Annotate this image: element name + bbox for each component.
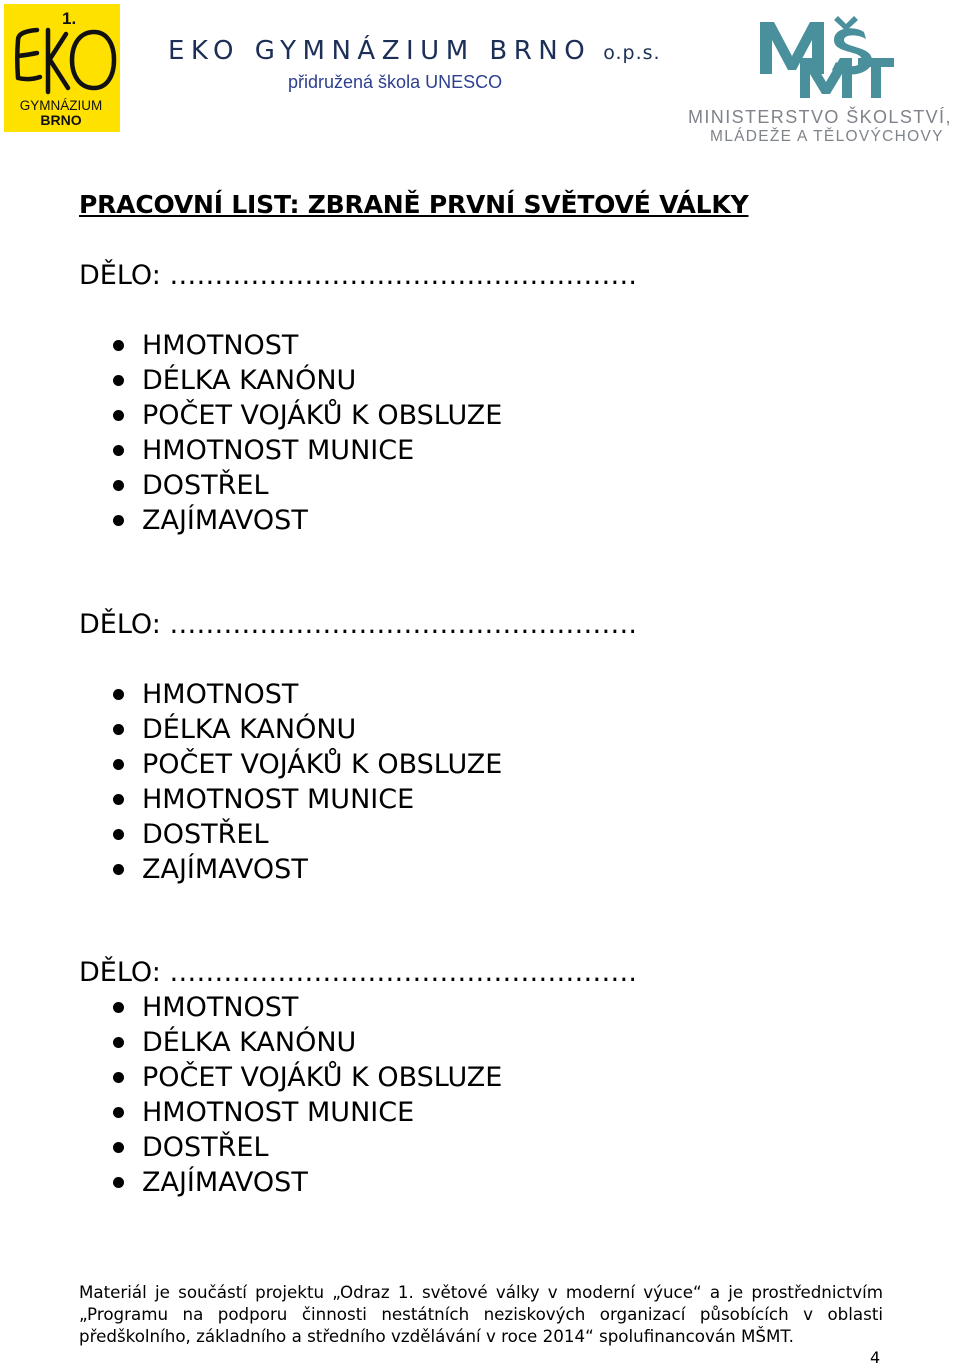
list-item [79,677,637,712]
project-footer [79,1281,883,1347]
list-item-label: POČET VOJÁKŮ K OBSLUZE [142,400,503,431]
list-item [79,363,637,398]
msmt-logo [688,8,956,148]
page-number: 4 [870,1348,881,1367]
msmt-name-line1: MINISTERSTVO ŠKOLSTVÍ, [688,107,952,127]
list-item-label: DÉLKA KANÓNU [142,365,357,396]
cannon-section-3 [79,955,637,1200]
list-item-label: POČET VOJÁKŮ K OBSLUZE [142,1062,503,1093]
cannon-property-list [79,677,637,887]
bullet-icon [113,340,124,351]
logo-number: 1. [62,9,77,28]
cannon-property-list [79,328,637,538]
cannon-section-2 [79,607,637,887]
bullet-icon [113,759,124,770]
list-item [79,747,637,782]
school-name-text: EKO GYMNÁZIUM BRNO [168,36,592,66]
list-item-label: ZAJÍMAVOST [142,505,308,536]
footer-line-1: Materiál je součástí projektu „Odraz 1. světové války v moderní výuce“ a je prostřednictvím [79,1282,883,1302]
cannon-heading: DĚLO: ……………………………………………. [79,260,637,291]
list-item-label: DOSTŘEL [142,470,269,501]
list-item-label: DOSTŘEL [142,819,269,850]
list-item-label: POČET VOJÁKŮ K OBSLUZE [142,749,503,780]
school-name [168,36,661,66]
list-item [79,328,637,363]
bullet-icon [113,375,124,386]
list-item-label: DÉLKA KANÓNU [142,1027,357,1058]
school-subtitle: přidružená škola UNESCO [288,72,503,92]
eko-logo-graphic [4,4,120,132]
list-item [79,433,637,468]
msmt-name-line2: MLÁDEŽE A TĚLOVÝCHOVY [710,128,944,145]
list-item [79,852,637,887]
bullet-icon [113,480,124,491]
list-item-label: DÉLKA KANÓNU [142,714,357,745]
bullet-icon [113,724,124,735]
list-item-label: ZAJÍMAVOST [142,1167,308,1198]
list-item [79,1095,637,1130]
list-item [79,1025,637,1060]
bullet-icon [113,794,124,805]
bullet-icon [113,1142,124,1153]
bullet-icon [113,1002,124,1013]
bullet-icon [113,864,124,875]
list-item-label: DOSTŘEL [142,1132,269,1163]
school-legal-form: o.p.s. [603,42,661,64]
list-item-label: HMOTNOST [142,992,299,1023]
list-item-label: ZAJÍMAVOST [142,854,308,885]
list-item [79,398,637,433]
bullet-icon [113,445,124,456]
list-item [79,468,637,503]
msmt-monogram [760,16,894,98]
bullet-icon [113,515,124,526]
bullet-icon [113,1107,124,1118]
bullet-icon [113,1072,124,1083]
list-item [79,712,637,747]
bullet-icon [113,829,124,840]
bullet-icon [113,1177,124,1188]
list-item-label: HMOTNOST [142,330,299,361]
cannon-heading: DĚLO: ……………………………………………. [79,609,637,640]
list-item [79,503,637,538]
cannon-property-list [79,990,637,1200]
list-item-label: HMOTNOST [142,679,299,710]
list-item [79,990,637,1025]
logo-line2: BRNO [40,112,82,128]
cannon-section-1 [79,258,637,538]
list-item [79,782,637,817]
list-item-label: HMOTNOST MUNICE [142,435,415,466]
footer-line-2: „Programu na podporu činnosti nestátních neziskových organizací působících v oblasti [79,1304,883,1324]
list-item [79,817,637,852]
list-item-label: HMOTNOST MUNICE [142,1097,415,1128]
bullet-icon [113,1037,124,1048]
list-item [79,1060,637,1095]
list-item-label: HMOTNOST MUNICE [142,784,415,815]
eko-gymnazium-logo [4,4,120,132]
bullet-icon [113,689,124,700]
footer-line-3: předškolního, základního a středního vzdělávání v roce 2014“ spolufinancován MŠMT. [79,1326,794,1346]
eko-handwritten-letters [17,30,114,92]
list-item [79,1130,637,1165]
worksheet-title: PRACOVNÍ LIST: ZBRANĚ PRVNÍ SVĚTOVÉ VÁLKY [79,190,749,219]
bullet-icon [113,410,124,421]
msmt-mark-graphic [688,8,956,106]
list-item [79,1165,637,1200]
cannon-heading: DĚLO: ……………………………………………. [79,957,637,988]
logo-line1: GYMNÁZIUM [19,98,103,113]
